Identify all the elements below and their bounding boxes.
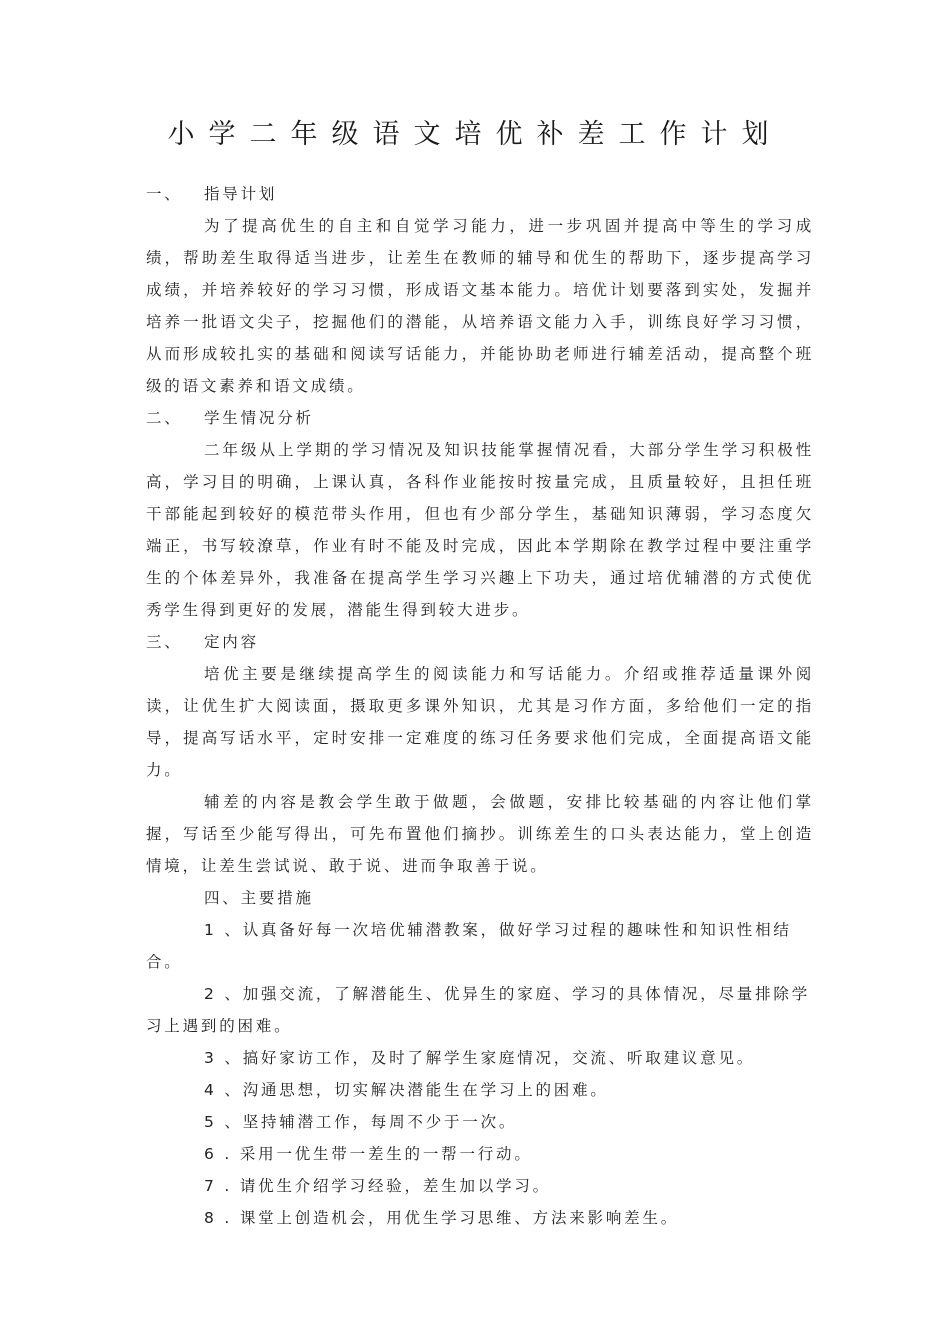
section-number: 三、 [146,633,183,651]
paragraph: 培优主要是继续提高学生的阅读能力和写话能力。介绍或推荐适量课外阅读，让优生扩大阅读面，摄取更多课外知识，尤其是习作方面，多给他们一定的指导，提高写话水平，定时安排一定难度的练习任务要求他们完成，全面提高语文能力。 [146,665,814,779]
paragraph: 二年级从上学期的学习情况及知识技能掌握情况看，大部分学生学习积极性高，学习目的明确，上课认真，各科作业能按时按量完成，且质量较好，且担任班干部能起到较好的模范带头作用，但也有少部分学生，基础知识薄弱，学习态度欠端正，书写较潦草，作业有时不能及时完成，因此本学期除在教学过程中要注重学生的个体差异外，我准备在提高学生学习兴趣上下功夫，通过培优辅潜的方式使优秀学生得到更好的发展，潜能生得到较大进步。 [146,441,814,619]
document-body [146,178,814,1234]
section-number: 一、 [146,185,183,203]
section-heading-text: 学生情况分析 [204,409,314,427]
measure-item: 7 . 请优生介绍学习经验，差生加以学习。 [204,1177,551,1195]
section-heading-3 [146,626,814,658]
document-title: 小学二年级语文培优补差工作计划 [167,119,783,150]
section-heading-1 [146,178,814,210]
section-heading-2 [146,402,814,434]
measure-item: 6 . 采用一优生带一差生的一帮一行动。 [204,1145,533,1163]
section-heading-text: 指导计划 [204,185,278,203]
measure-item: 1 、认真备好每一次培优辅潜教案，做好学习过程的趣味性和知识性相结合。 [146,921,792,971]
measure-item: 3 、搞好家访工作，及时了解学生家庭情况，交流、听取建议意见。 [204,1049,756,1067]
measure-item: 4 、沟通思想，切实解决潜能生在学习上的困难。 [204,1081,609,1099]
measure-item: 5 、坚持辅潜工作，每周不少于一次。 [204,1113,518,1131]
measures-heading: 四、主要措施 [204,889,314,907]
section-number: 二、 [146,409,183,427]
measure-item: 2 、加强交流，了解潜能生、优异生的家庭、学习的具体情况，尽量排除学习上遇到的困难。 [146,985,810,1035]
section-heading-text: 定内容 [204,633,259,651]
paragraph: 辅差的内容是教会学生敢于做题，会做题，安排比较基础的内容让他们掌握，写话至少能写得出，可先布置他们摘抄。训练差生的口头表达能力，堂上创造情境，让差生尝试说、敢于说、进而争取善于说。 [146,793,814,875]
measure-item: 8 . 课堂上创造机会，用优生学习思维、方法来影响差生。 [204,1209,680,1227]
paragraph: 为了提高优生的自主和自觉学习能力，进一步巩固并提高中等生的学习成绩，帮助差生取得适当进步，让差生在教师的辅导和优生的帮助下，逐步提高学习成绩，并培养较好的学习习惯，形成语文基本能力。培优计划要落到实处，发掘并培养一批语文尖子，挖掘他们的潜能，从培养语文能力入手，训练良好学习习惯，从而形成较扎实的基础和阅读写话能力，并能协助老师进行辅差活动，提高整个班级的语文素养和语文成绩。 [146,217,814,395]
